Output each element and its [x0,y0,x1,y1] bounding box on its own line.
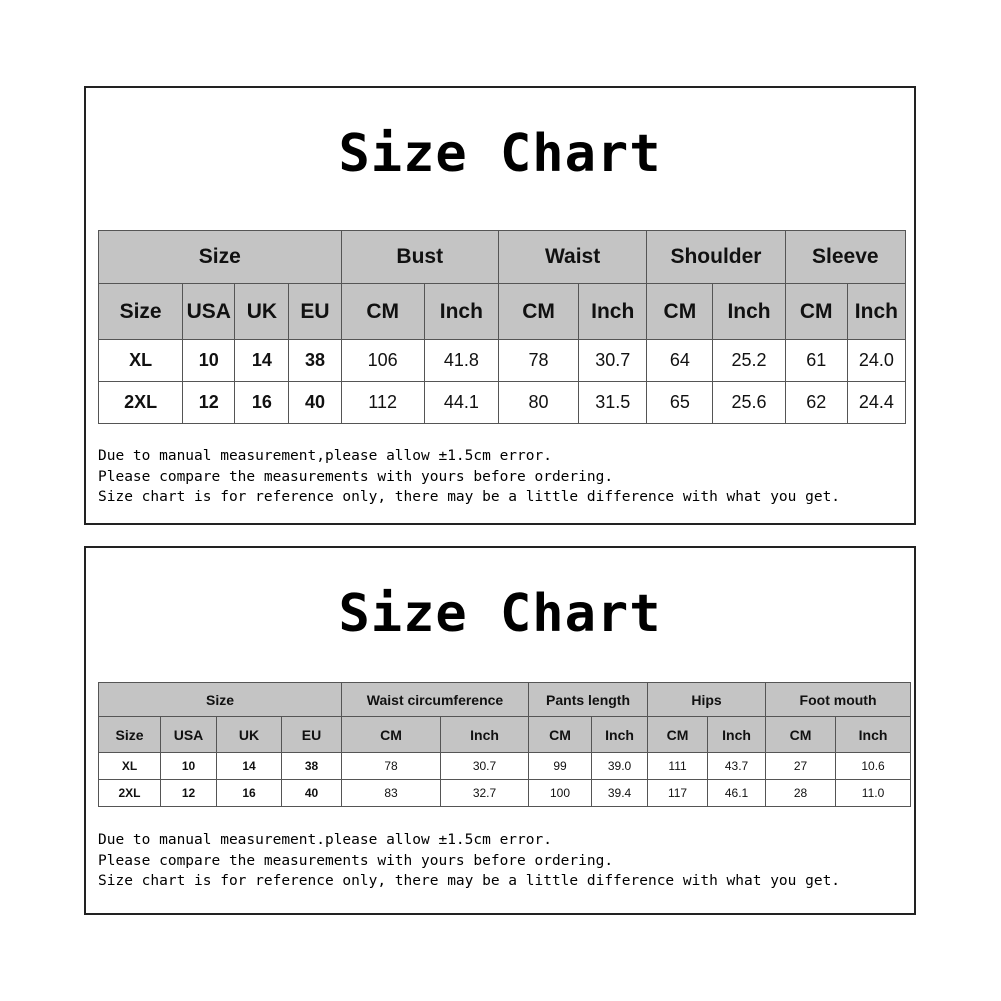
table-cell: 83 [342,780,441,807]
sub-header: CM [648,717,708,753]
bottom-size-table [98,682,911,807]
sub-header: Inch [441,717,529,753]
table-cell: 100 [529,780,592,807]
group-header: Size [99,683,342,717]
sub-header: UK [217,717,282,753]
page-title: Size Chart [338,124,662,184]
sub-header: UK [235,284,289,340]
table-cell: 31.5 [579,382,647,424]
table-cell: 32.7 [441,780,529,807]
sub-header: Inch [836,717,911,753]
table-cell: 39.0 [592,753,648,780]
table-cell: 12 [161,780,217,807]
table-cell: 43.7 [708,753,766,780]
sub-header: Inch [592,717,648,753]
table-cell: XL [99,340,183,382]
note-line: Due to manual measurement.please allow ±1.5cm error. [98,832,552,848]
sub-header: Size [99,717,161,753]
table-row [99,340,906,382]
note-line: Please compare the measurements with yours before ordering. [98,852,614,869]
group-header: Waist circumference [342,683,529,717]
table-cell: 24.4 [847,382,905,424]
table-cell: 78 [342,753,441,780]
group-header: Pants length [529,683,648,717]
table-cell: 99 [529,753,592,780]
table-cell: 44.1 [424,382,498,424]
table-cell: 46.1 [708,780,766,807]
sub-header: Inch [713,284,785,340]
sub-header: Inch [424,284,498,340]
sub-header: Inch [847,284,905,340]
table-cell: 39.4 [592,780,648,807]
group-header: Foot mouth [766,683,911,717]
table-cell: 30.7 [579,340,647,382]
table-cell: 112 [341,382,424,424]
table-cell: 117 [648,780,708,807]
table-cell: 14 [235,340,289,382]
group-header: Size [99,231,342,284]
table-cell: 14 [217,753,282,780]
group-header-row [99,231,906,284]
sub-header-row [99,284,906,340]
table-row [99,753,911,780]
table-cell: 25.2 [713,340,785,382]
table-cell: 2XL [99,382,183,424]
table-cell: 111 [648,753,708,780]
bottom-size-chart-panel [84,546,916,915]
note-line: Please compare the measurements with yours before ordering. [98,468,614,485]
sub-header: USA [161,717,217,753]
table-cell: 24.0 [847,340,905,382]
table-row [99,382,906,424]
table-cell: 25.6 [713,382,785,424]
sub-header-row [99,717,911,753]
table-cell: 10.6 [836,753,911,780]
sub-header: EU [282,717,342,753]
table-cell: 106 [341,340,424,382]
table-cell: 40 [289,382,341,424]
sub-header: EU [289,284,341,340]
table-cell: 12 [183,382,235,424]
note-line: Due to manual measurement,please allow ±1.5cm error. [98,448,552,464]
table-cell: 61 [785,340,847,382]
sub-header: CM [785,284,847,340]
sub-header: USA [183,284,235,340]
sub-header: Inch [708,717,766,753]
table-cell: 10 [161,753,217,780]
table-cell: 64 [647,340,713,382]
page-title: Size Chart [338,584,662,644]
sub-header: CM [498,284,578,340]
top-size-chart-panel [84,86,916,525]
table-cell: 10 [183,340,235,382]
table-cell: 11.0 [836,780,911,807]
top-size-table [98,230,906,424]
table-cell: 80 [498,382,578,424]
table-cell: 28 [766,780,836,807]
sub-header: Inch [579,284,647,340]
group-header: Hips [648,683,766,717]
table-cell: 38 [282,753,342,780]
sub-header: CM [342,717,441,753]
table-cell: 40 [282,780,342,807]
table-cell: 38 [289,340,341,382]
measurement-notes [98,830,840,892]
table-cell: 62 [785,382,847,424]
table-cell: 2XL [99,780,161,807]
sub-header: CM [647,284,713,340]
table-row [99,780,911,807]
table-cell: XL [99,753,161,780]
group-header: Shoulder [647,231,785,284]
table-cell: 41.8 [424,340,498,382]
table-cell: 16 [217,780,282,807]
note-line: Size chart is for reference only, there may be a little difference with what you get. [98,873,841,889]
sub-header: CM [529,717,592,753]
sub-header: CM [341,284,424,340]
note-line: Size chart is for reference only, there may be a little difference with what you get. [98,489,841,505]
group-header: Waist [498,231,646,284]
table-cell: 78 [498,340,578,382]
sub-header: CM [766,717,836,753]
group-header: Sleeve [785,231,905,284]
group-header-row [99,683,911,717]
table-cell: 65 [647,382,713,424]
table-cell: 30.7 [441,753,529,780]
table-cell: 27 [766,753,836,780]
table-cell: 16 [235,382,289,424]
measurement-notes [98,446,840,508]
group-header: Bust [341,231,498,284]
sub-header: Size [99,284,183,340]
